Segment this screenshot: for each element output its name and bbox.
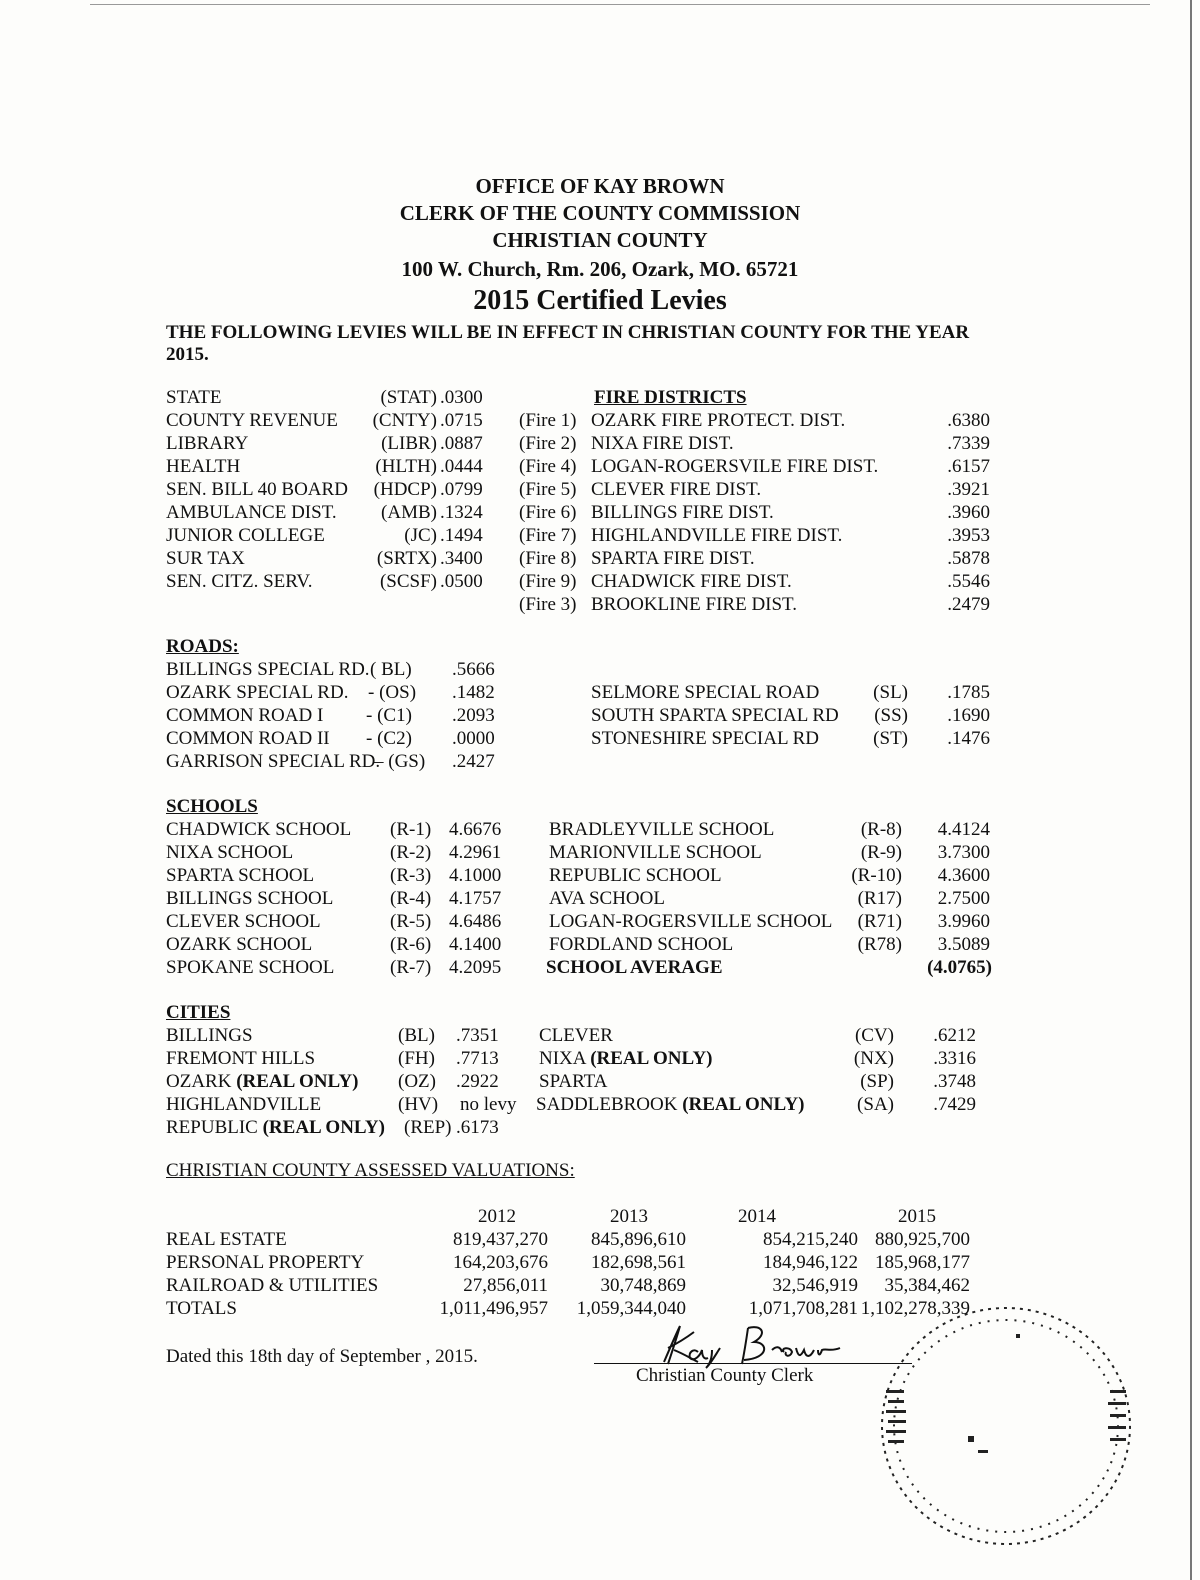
road-rate: .1482 — [452, 682, 495, 703]
city-name — [539, 1024, 613, 1047]
real-only-note: (REAL ONLY) — [262, 1117, 385, 1138]
valuation-year: 2014 — [738, 1206, 776, 1227]
levy-code: (JC) — [404, 525, 437, 546]
valuation-value: 819,437,270 — [453, 1229, 548, 1250]
levy-code: (HLTH) — [375, 456, 437, 477]
fire-name: CHADWICK FIRE DIST. — [591, 571, 792, 592]
valuation-year: 2013 — [610, 1206, 648, 1227]
levy-code: (SRTX) — [376, 548, 437, 569]
fire-code: (Fire 4) — [519, 456, 577, 477]
levy-name: COUNTY REVENUE — [166, 410, 338, 431]
fire-code: (Fire 5) — [519, 479, 577, 500]
road-rate: .5666 — [452, 659, 495, 680]
valuation-value: 1,071,708,281 — [748, 1298, 858, 1319]
levy-rate: .3400 — [440, 548, 483, 569]
levy-name: SEN. BILL 40 BOARD — [166, 479, 348, 500]
city-name — [166, 1070, 359, 1093]
valuation-value: 880,925,700 — [875, 1229, 970, 1250]
city-name — [166, 1093, 321, 1116]
valuation-value: 1,059,344,040 — [576, 1298, 686, 1319]
road-rate: .2093 — [452, 705, 495, 726]
fire-name: LOGAN-ROGERSVILE FIRE DIST. — [591, 456, 879, 477]
city-name — [539, 1070, 607, 1093]
intro-year: 2015. — [166, 344, 209, 365]
valuation-value: 35,384,462 — [884, 1275, 970, 1296]
levy-name: HEALTH — [166, 456, 241, 477]
road-code: - (C1) — [366, 705, 412, 726]
fire-name: SPARTA FIRE DIST. — [591, 548, 755, 569]
levy-name: STATE — [166, 387, 222, 408]
school-code: (R-9) — [860, 842, 902, 863]
city-code: (FH) — [398, 1048, 435, 1069]
county-name: CHRISTIAN COUNTY — [492, 228, 708, 252]
school-rate: 4.2961 — [449, 842, 502, 863]
levy-rate: .0300 — [440, 387, 483, 408]
city-rate: .6173 — [456, 1117, 499, 1138]
school-code: (R-10) — [851, 865, 902, 886]
valuation-value: 27,856,011 — [463, 1275, 548, 1296]
city-rate: .7351 — [456, 1025, 499, 1046]
levy-code: (HDCP) — [373, 479, 437, 500]
school-rate: 4.6676 — [449, 819, 502, 840]
levy-code: (STAT) — [380, 387, 437, 408]
school-name: SPOKANE SCHOOL — [166, 957, 335, 978]
city-code: (BL) — [398, 1025, 435, 1046]
levy-name: JUNIOR COLLEGE — [166, 525, 325, 546]
office-title: CLERK OF THE COUNTY COMMISSION — [399, 201, 801, 225]
road-rate: .1690 — [947, 705, 990, 726]
school-code: (R-7) — [390, 957, 432, 978]
school-code: (R-4) — [390, 888, 432, 909]
fire-rate: .5546 — [947, 571, 990, 592]
fire-code: (Fire 3) — [519, 594, 577, 615]
city-rate: .3316 — [933, 1048, 976, 1069]
school-name: BILLINGS SCHOOL — [166, 888, 334, 909]
city-code: (SA) — [857, 1094, 894, 1115]
school-name: REPUBLIC SCHOOL — [549, 865, 722, 886]
fire-rate: .3921 — [947, 479, 990, 500]
fire-name: CLEVER FIRE DIST. — [591, 479, 762, 500]
road-name: SOUTH SPARTA SPECIAL RD — [591, 705, 839, 726]
levy-code: (LIBR) — [381, 433, 437, 454]
school-rate: 4.1757 — [449, 888, 502, 909]
road-name: BILLINGS SPECIAL RD. — [166, 659, 370, 680]
fire-code: (Fire 1) — [519, 410, 577, 431]
levy-rate: .0444 — [440, 456, 483, 477]
office-address: 100 W. Church, Rm. 206, Ozark, MO. 65721 — [401, 257, 799, 281]
schools-heading: SCHOOLS — [166, 796, 258, 817]
road-code: (SL) — [873, 682, 908, 703]
valuation-year: 2012 — [478, 1206, 516, 1227]
page-title: 2015 Certified Levies — [473, 285, 727, 316]
city-rate: .3748 — [933, 1071, 976, 1092]
school-rate: 3.5089 — [937, 934, 990, 955]
school-name: BRADLEYVILLE SCHOOL — [549, 819, 775, 840]
school-code: (R17) — [857, 888, 902, 909]
school-code: (R-2) — [390, 842, 432, 863]
school-average-label: SCHOOL AVERAGE — [546, 957, 723, 978]
intro-line: THE FOLLOWING LEVIES WILL BE IN EFFECT IN CHRISTIAN COUNTY FOR THE YEAR — [166, 322, 970, 343]
valuation-label: RAILROAD & UTILITIES — [166, 1275, 379, 1296]
real-only-note: (REAL ONLY) — [236, 1071, 359, 1092]
road-rate: .1785 — [947, 682, 990, 703]
valuation-value: 845,896,610 — [591, 1229, 686, 1250]
levy-rate: .0500 — [440, 571, 483, 592]
school-rate: 4.2095 — [449, 957, 502, 978]
dated-line: Dated this 18th day of September , 2015. — [166, 1346, 478, 1367]
valuation-label: PERSONAL PROPERTY — [166, 1252, 365, 1273]
school-code: (R71) — [857, 911, 902, 932]
school-rate: 4.6486 — [449, 911, 502, 932]
valuation-label: TOTALS — [166, 1298, 237, 1319]
levy-name: AMBULANCE DIST. — [166, 502, 337, 523]
roads-heading: ROADS: — [166, 636, 239, 657]
levy-rate: .0887 — [440, 433, 483, 454]
road-rate: .0000 — [452, 728, 495, 749]
city-code: (REP) — [404, 1117, 452, 1138]
school-code: (R-1) — [390, 819, 432, 840]
valuation-value: 184,946,122 — [763, 1252, 858, 1273]
office-name: OFFICE OF KAY BROWN — [475, 174, 725, 198]
school-rate: 3.7300 — [937, 842, 990, 863]
fire-code: (Fire 9) — [519, 571, 577, 592]
fire-name: OZARK FIRE PROTECT. DIST. — [591, 410, 846, 431]
county-seal — [866, 1290, 1146, 1560]
levy-code: (AMB) — [381, 502, 437, 523]
school-name: OZARK SCHOOL — [166, 934, 313, 955]
city-code: (OZ) — [398, 1071, 436, 1092]
fire-rate: .6157 — [947, 456, 990, 477]
valuation-label: REAL ESTATE — [166, 1229, 287, 1250]
city-rate: no levy — [460, 1094, 517, 1115]
fire-rate: .3960 — [947, 502, 990, 523]
city-code: (HV) — [398, 1094, 439, 1115]
valuation-value: 182,698,561 — [591, 1252, 686, 1273]
fire-rate: .2479 — [947, 594, 990, 615]
road-name: STONESHIRE SPECIAL RD — [591, 728, 820, 749]
city-name — [166, 1047, 315, 1070]
school-code: (R-8) — [860, 819, 902, 840]
city-name — [166, 1024, 253, 1047]
school-name: CLEVER SCHOOL — [166, 911, 321, 932]
cities-heading: CITIES — [166, 1002, 231, 1023]
fire-name: BILLINGS FIRE DIST. — [591, 502, 774, 523]
levy-code: (CNTY) — [372, 410, 437, 431]
valuation-value: 854,215,240 — [763, 1229, 858, 1250]
city-name — [539, 1047, 713, 1070]
city-name-text: SADDLEBROOK — [536, 1094, 678, 1115]
school-rate: 3.9960 — [937, 911, 990, 932]
signer-title: Christian County Clerk — [636, 1365, 814, 1386]
city-name-text: CLEVER — [539, 1025, 613, 1046]
levy-name: SEN. CITZ. SERV. — [166, 571, 313, 592]
road-code: - (OS) — [368, 682, 417, 703]
road-code: (SS) — [874, 705, 908, 726]
city-name-text: SPARTA — [539, 1071, 608, 1092]
road-code: - (C2) — [366, 728, 412, 749]
fire-code: (Fire 7) — [519, 525, 577, 546]
school-rate: 4.4124 — [937, 819, 990, 840]
fire-name: NIXA FIRE DIST. — [591, 433, 734, 454]
city-name-text: NIXA — [539, 1048, 586, 1069]
levy-rate: .1324 — [440, 502, 483, 523]
school-code: (R-6) — [390, 934, 432, 955]
school-name: NIXA SCHOOL — [166, 842, 294, 863]
school-rate: 4.3600 — [937, 865, 990, 886]
levy-rate: .1494 — [440, 525, 483, 546]
road-name: OZARK SPECIAL RD. — [166, 682, 349, 703]
city-name — [166, 1116, 385, 1139]
fire-code: (Fire 2) — [519, 433, 577, 454]
road-rate: .2427 — [452, 751, 495, 772]
road-code: – (GS) — [374, 751, 426, 772]
valuation-value: 164,203,676 — [453, 1252, 548, 1273]
school-code: (R-5) — [390, 911, 432, 932]
city-rate: .2922 — [456, 1071, 499, 1092]
city-rate: .7713 — [456, 1048, 499, 1069]
city-name-text: BILLINGS — [166, 1025, 253, 1046]
real-only-note: (REAL ONLY) — [590, 1048, 713, 1069]
city-code: (SP) — [860, 1071, 894, 1092]
fire-name: BROOKLINE FIRE DIST. — [591, 594, 798, 615]
road-name: COMMON ROAD II — [166, 728, 330, 749]
city-name-text: HIGHLANDVILLE — [166, 1094, 322, 1115]
valuation-value: 30,748,869 — [600, 1275, 686, 1296]
valuation-year: 2015 — [898, 1206, 936, 1227]
levy-code: (SCSF) — [379, 571, 437, 592]
valuation-value: 32,546,919 — [772, 1275, 858, 1296]
city-code: (CV) — [854, 1025, 894, 1046]
road-code: ( BL) — [370, 659, 412, 680]
scan-edge — [90, 4, 1150, 5]
school-name: CHADWICK SCHOOL — [166, 819, 352, 840]
fire-rate: .3953 — [947, 525, 990, 546]
road-code: (ST) — [873, 728, 908, 749]
city-name-text: OZARK — [166, 1071, 232, 1092]
road-rate: .1476 — [947, 728, 990, 749]
fire-heading: FIRE DISTRICTS — [594, 387, 747, 408]
fire-name: HIGHLANDVILLE FIRE DIST. — [591, 525, 843, 546]
valuation-value: 1,011,496,957 — [439, 1298, 548, 1319]
valuations-heading: CHRISTIAN COUNTY ASSESSED VALUATIONS: — [166, 1160, 575, 1181]
city-code: (NX) — [853, 1048, 894, 1069]
school-name: MARIONVILLE SCHOOL — [549, 842, 762, 863]
school-name: LOGAN-ROGERSVILLE SCHOOL — [549, 911, 833, 932]
fire-rate: .6380 — [947, 410, 990, 431]
city-name-text: FREMONT HILLS — [166, 1048, 316, 1069]
road-name: SELMORE SPECIAL ROAD — [591, 682, 820, 703]
school-name: FORDLAND SCHOOL — [549, 934, 734, 955]
school-name: SPARTA SCHOOL — [166, 865, 315, 886]
fire-rate: .7339 — [947, 433, 990, 454]
city-rate: .6212 — [933, 1025, 976, 1046]
fire-code: (Fire 8) — [519, 548, 577, 569]
levy-rate: .0799 — [440, 479, 483, 500]
real-only-note: (REAL ONLY) — [682, 1094, 805, 1115]
road-name: COMMON ROAD I — [166, 705, 324, 726]
levy-name: SUR TAX — [166, 548, 245, 569]
fire-rate: .5878 — [947, 548, 990, 569]
valuation-value: 185,968,177 — [875, 1252, 970, 1273]
valuation-value: 1,102,278,339 — [860, 1298, 970, 1319]
school-code: (R-3) — [390, 865, 432, 886]
school-rate: 4.1000 — [449, 865, 502, 886]
school-name: AVA SCHOOL — [549, 888, 665, 909]
city-name — [536, 1093, 805, 1116]
levy-name: LIBRARY — [166, 433, 249, 454]
levy-rate: .0715 — [440, 410, 483, 431]
fire-code: (Fire 6) — [519, 502, 577, 523]
city-rate: .7429 — [933, 1094, 976, 1115]
school-average-value: (4.0765) — [927, 957, 992, 978]
school-rate: 4.1400 — [449, 934, 502, 955]
road-name: GARRISON SPECIAL RD. — [166, 751, 381, 772]
school-rate: 2.7500 — [937, 888, 990, 909]
school-code: (R78) — [857, 934, 902, 955]
city-name-text: REPUBLIC — [166, 1117, 258, 1138]
